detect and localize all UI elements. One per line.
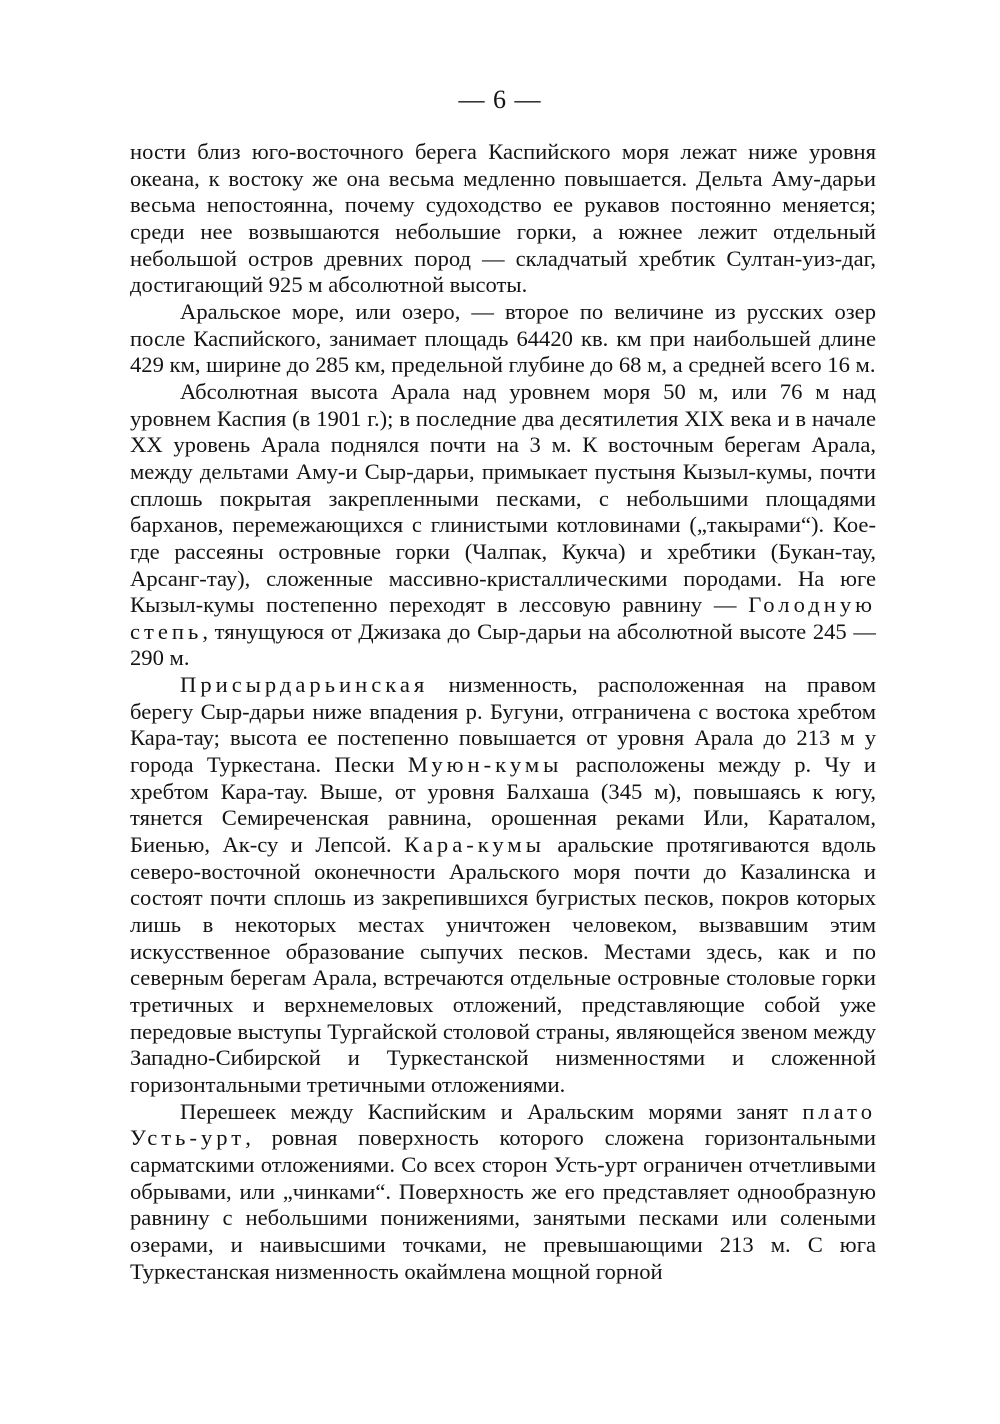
spaced-term-prisyrdarinskaya: Присырдарьинская bbox=[180, 672, 429, 698]
paragraph-4 bbox=[130, 672, 876, 1099]
paragraph-text: , ровная поверхность которого сложена горизонтальными сарматскими отложениями. Со всех сторон Усть-урт ограничен отчетливыми обрывами, или „чинками“. Поверхность же его представляет однообразную равнину с небольшими понижениями, занятыми песками или солеными озерами, и наивысшими точками, не превышающими 213 м. С юга Туркестанская низменность окаймлена мощной горной bbox=[130, 1125, 876, 1284]
paragraph-1 bbox=[130, 139, 876, 299]
paragraph-text: аральские протягиваются вдоль северо-восточной оконечности Аральского моря почти до Казалинска и состоят почти сплошь из закрепившихся бугристых песков, покров которых лишь в некоторых местах уничтожен человеком, вызвавшим этим искусственное образование сыпучих песков. Местами здесь, как и по северным берегам Арала, встречаются отдельные островные столовые горки третичных и верхнемеловых отложений, представляющие собой уже передовые выступы Тургайской столовой страны, являющейся звеном между Западно-Сибирской и Туркестанской низменностями и сложенной горизонтальными третичными отложениями. bbox=[130, 832, 876, 1097]
paragraph-text: расположены между р. Чу и хребтом Кара-тау. Выше, от уровня Балхаша (345 м), повышаясь к югу, тянется Семиреченская равнина, орошенная реками Или, Караталом, Биенью, Ак-су и Лепсой. bbox=[130, 752, 876, 858]
paragraph-text: Перешеек между Каспийским и Аральским морями занят bbox=[180, 1098, 803, 1124]
paragraph-text: Абсолютная высота Арала над уровнем моря 50 м, или 76 м над уровнем Каспия (в 1901 г.); в последние два десятилетия XIX века и в начале XX уровень Арала поднялся почти на 3 м. К восточным берегам Арала, между дельтами Аму-и Сыр-дарьи, примыкает пустыня Кызыл-кумы, почти сплошь покрытая закрепленными песками, с небольшими площадями барханов, перемежающихся с глинистыми котловинами („такырами“). Кое-где рассеяны островные горки (Чалпак, Кукча) и хребтики (Букан-тау, Арсанг-тау), сложенные массивно-кристаллическими породами. На юге Кызыл-кумы постепенно переходят в лессовую равнину — bbox=[130, 378, 876, 618]
spaced-term-plato-ust-urt: плато Усть-урт bbox=[130, 1098, 876, 1151]
spaced-term-kara-kumy: Кара-кумы bbox=[404, 832, 545, 858]
paragraph-5 bbox=[130, 1099, 876, 1286]
paragraph-3 bbox=[130, 379, 876, 672]
paragraph-2 bbox=[130, 299, 876, 379]
page-number: — 6 — bbox=[458, 85, 542, 114]
spaced-term-golodnaya-step: Голодную степь bbox=[130, 592, 876, 644]
spaced-term-muyun-kumy: Муюн-кумы bbox=[407, 752, 563, 778]
paragraph-text: ности близ юго-восточного берега Каспийского моря лежат ниже уровня океана, к востоку же она весьма медленно повышается. Дельта Аму-дарьи весьма непостоянна, почему судоходство ее рукавов постоянно меняется; среди нее возвышаются небольшие горки, а южнее лежит отдельный небольшой остров древних пород — складчатый хребтик Султан-уиз-даг, достигающий 925 м абсолютной высоты. bbox=[130, 139, 876, 298]
paragraph-text: , тянущуюся от Джизака до Сыр-дарьи на абсолютной высоте 245 — 290 м. bbox=[130, 618, 876, 671]
paragraph-text: низменность, расположенная на правом берегу Сыр-дарьи ниже впадения р. Бугуни, отграничена с востока хребтом Кара-тау; высота ее постепенно повышается от уровня Арала до 213 м у города Туркестана. Пески bbox=[130, 672, 876, 778]
body-text bbox=[130, 139, 876, 1285]
paragraph-text: Аральское море, или озеро, — второе по величине из русских озер после Каспийского, занимает площадь 64420 кв. км при наибольшей длине 429 км, ширине до 285 км, предельной глубине до 68 м, а средней всего 16 м. bbox=[130, 298, 876, 378]
